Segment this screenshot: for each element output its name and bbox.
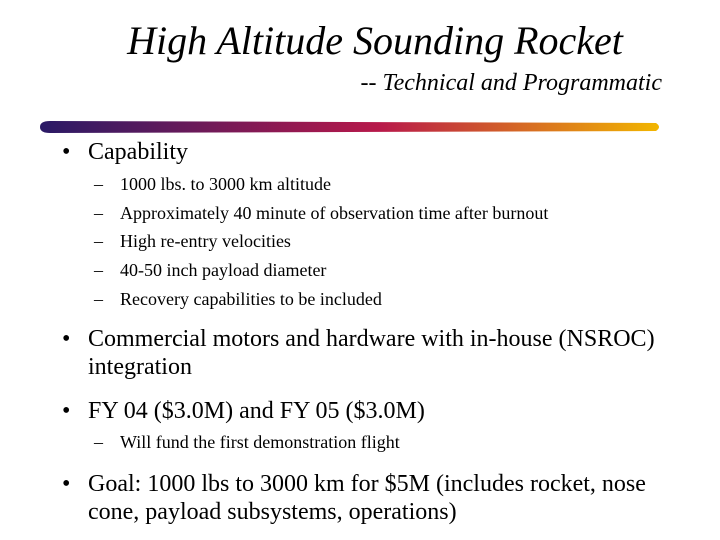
bullet-dot-icon: • <box>62 326 71 352</box>
bullet-text: FY 04 ($3.0M) and FY 05 ($3.0M) <box>88 398 425 424</box>
bullet-dot-icon: • <box>62 471 71 497</box>
dash-icon: – <box>94 231 103 251</box>
sub-bullet-text: 40-50 inch payload diameter <box>120 260 327 280</box>
bullet-text-line2: integration <box>88 354 192 380</box>
dash-icon: – <box>94 174 103 194</box>
dash-icon: – <box>94 203 103 223</box>
dash-icon: – <box>94 289 103 309</box>
bullet-text-line1: Commercial motors and hardware with in-house (NSROC) <box>88 326 655 352</box>
sub-bullet-text: High re-entry velocities <box>120 231 291 251</box>
bullet-text: Capability <box>88 139 188 165</box>
sub-bullet-text: Recovery capabilities to be included <box>120 289 382 309</box>
slide-subtitle: -- Technical and Programmatic <box>360 70 662 96</box>
bullet-dot-icon: • <box>62 398 71 424</box>
sub-bullet-text: Approximately 40 minute of observation time after burnout <box>120 203 549 223</box>
dash-icon: – <box>94 432 103 452</box>
bullet-dot-icon: • <box>62 139 71 165</box>
bullet-text-line1: Goal: 1000 lbs to 3000 km for $5M (includes rocket, nose <box>88 471 646 497</box>
sub-bullet-text: 1000 lbs. to 3000 km altitude <box>120 174 331 194</box>
bullet-text-line2: cone, payload subsystems, operations) <box>88 499 457 525</box>
slide-title: High Altitude Sounding Rocket <box>127 18 623 63</box>
sub-bullet-text: Will fund the first demonstration flight <box>120 432 400 452</box>
dash-icon: – <box>94 260 103 280</box>
